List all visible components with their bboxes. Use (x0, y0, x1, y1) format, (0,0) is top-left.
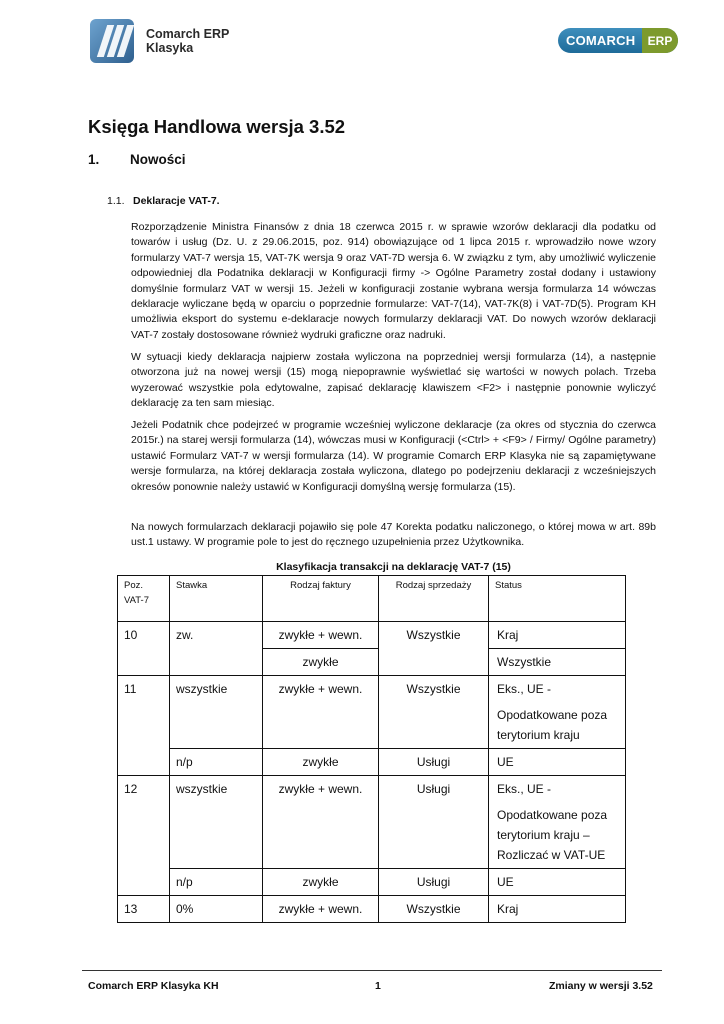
cell-poz: 13 (118, 896, 170, 923)
cell-sprzedaz: Wszystkie (379, 622, 489, 676)
status-line: Eks., UE - (497, 682, 552, 696)
table-caption: Klasyfikacja transakcji na deklarację VAT-7 (15) (276, 561, 511, 573)
table-row (118, 622, 626, 649)
logo-text (146, 27, 229, 55)
status-line: terytorium kraju – (497, 828, 590, 842)
cell-status: UE (489, 749, 626, 776)
cell-status (489, 676, 626, 749)
cell-sprzedaz: Usługi (379, 749, 489, 776)
cell-sprzedaz: Usługi (379, 776, 489, 869)
section-number: 1. (88, 152, 100, 167)
cell-faktura: zwykłe + wewn. (263, 776, 379, 869)
badge-suffix: ERP (642, 28, 678, 53)
cell-stawka: zw. (170, 622, 263, 676)
status-line: Eks., UE - (497, 782, 552, 796)
cell-stawka: n/p (170, 749, 263, 776)
cell-faktura: zwykłe + wewn. (263, 622, 379, 649)
comarch-erp-badge (558, 28, 678, 53)
header-stawka: Stawka (170, 576, 263, 622)
section-title: Nowości (130, 152, 186, 167)
cell-status: Wszystkie (489, 649, 626, 676)
cell-status: Kraj (489, 896, 626, 923)
status-line: terytorium kraju (497, 728, 580, 742)
logo-text-line1: Comarch ERP (146, 27, 230, 41)
cell-sprzedaz: Wszystkie (379, 676, 489, 749)
header-poz-line1: Poz. (124, 580, 144, 591)
badge-name: COMARCH (566, 33, 636, 48)
comarch-erp-klasyka-logo (90, 18, 250, 64)
subsection-heading (107, 195, 220, 207)
cell-stawka: n/p (170, 869, 263, 896)
cell-faktura: zwykłe + wewn. (263, 896, 379, 923)
paragraph-regulation: Rozporządzenie Ministra Finansów z dnia 18 czerwca 2015 r. w sprawie wzorów deklaracji dla podatku od towarów i usług (Dz. U. z 29.06.2015, poz. 914) obowiązujące od 1 lipca 2015 r. wprowadziło nowe wzory formularzy VAT-7 wersja 15, VAT-7K wersja 9 oraz VAT-7D wersja 6. W związku z tym, aby umożliwić wyliczenie odpowiedniej dla Podatnika deklaracji w Konfiguracji firmy -> Ogólne Parametry został dodany i ustawiony domyślnie formularz VAT w wersji 15. Jeżeli w konfiguracji zostanie wybrana wersja formularza 14 wówczas deklaracje wyliczane będą w oparciu o poprzednie formularze: VAT-7(14), VAT-7K(8) i VAT-7D(5). Program KH umożliwia eksport do systemu e-deklaracje nowych formularzy deklaracji VAT. Do nowych wzorów deklaracji VAT-7 zostały dostosowane również wydruki graficzne oraz nadruki. (131, 221, 656, 341)
footer-page-number: 1 (375, 980, 381, 992)
table-row (118, 676, 626, 749)
paragraph-recalculate: W sytuacji kiedy deklaracja najpierw została wyliczona na poprzedniej wersji formularza (14), a następnie otworzona już na nowej wersji (15) mogą niepoprawnie wyświetlać się wartości w nowych polach. Trzeba wyzerować wszystkie pola edytowalne, zapisać deklarację klawiszem <F2> i następnie ponownie wyliczyć deklarację za ten sam miesiąc. (131, 351, 656, 410)
paragraph-field-47: Na nowych formularzach deklaracji pojawiło się pole 47 Korekta podatku naliczonego, o której mowa w art. 89b ust.1 ustawy. W programie pole to jest do ręcznego uzupełnienia przez Użytkownika. (131, 521, 656, 549)
status-line: Opodatkowane poza (497, 708, 608, 722)
cell-status: Kraj (489, 622, 626, 649)
subsection-number: 1.1. (107, 195, 125, 207)
table-header-row (118, 576, 626, 622)
cell-faktura: zwykłe (263, 869, 379, 896)
table-row (118, 776, 626, 869)
cell-poz: 12 (118, 776, 170, 896)
cell-poz: 10 (118, 622, 170, 676)
cell-stawka: wszystkie (170, 776, 263, 869)
cell-poz: 11 (118, 676, 170, 776)
cell-sprzedaz: Wszystkie (379, 896, 489, 923)
footer-right: Zmiany w wersji 3.52 (549, 980, 653, 992)
paragraph-old-version: Jeżeli Podatnik chce podejrzeć w programie wcześniej wyliczone deklaracje (za okres od stycznia do czerwca 2015r.) na starej wersji formularza (14), wówczas musi w Konfiguracji (<Ctrl> + <F9> / Firmy/ Ogólne parametry) ustawić Formularz VAT-7 w wersji formularza (14). W programie Comarch ERP Klasyka nie są zapamiętywane wersje formularza, na której deklaracja została wyliczona, dlatego po podejrzeniu deklaracji z wcześniejszych okresów ponownie należy ustawić w Konfiguracji domyślną wersję formularza (15). (131, 419, 656, 493)
footer-left: Comarch ERP Klasyka KH (88, 980, 219, 992)
status-line: Rozliczać w VAT-UE (497, 848, 606, 862)
header-status: Status (489, 576, 626, 622)
logo-text-line2: Klasyka (146, 41, 194, 55)
klasyka-logo-icon (90, 19, 134, 63)
cell-status (489, 776, 626, 869)
table-row (118, 869, 626, 896)
header-poz-line2: VAT-7 (124, 595, 149, 606)
cell-status: UE (489, 869, 626, 896)
section-heading (88, 152, 186, 167)
cell-stawka: wszystkie (170, 676, 263, 749)
cell-sprzedaz: Usługi (379, 869, 489, 896)
cell-faktura: zwykłe (263, 749, 379, 776)
cell-stawka: 0% (170, 896, 263, 923)
vat-classification-table (117, 575, 626, 923)
footer-divider (82, 970, 662, 971)
table-row (118, 896, 626, 923)
cell-faktura: zwykłe (263, 649, 379, 676)
header-rodzaj-sprzedazy: Rodzaj sprzedaży (379, 576, 489, 622)
header-poz (118, 576, 170, 622)
status-line: Opodatkowane poza (497, 808, 608, 822)
header-rodzaj-faktury: Rodzaj faktury (263, 576, 379, 622)
subsection-title: Deklaracje VAT-7. (133, 195, 220, 207)
document-title: Księga Handlowa wersja 3.52 (88, 116, 346, 137)
table-row (118, 749, 626, 776)
cell-faktura: zwykłe + wewn. (263, 676, 379, 749)
